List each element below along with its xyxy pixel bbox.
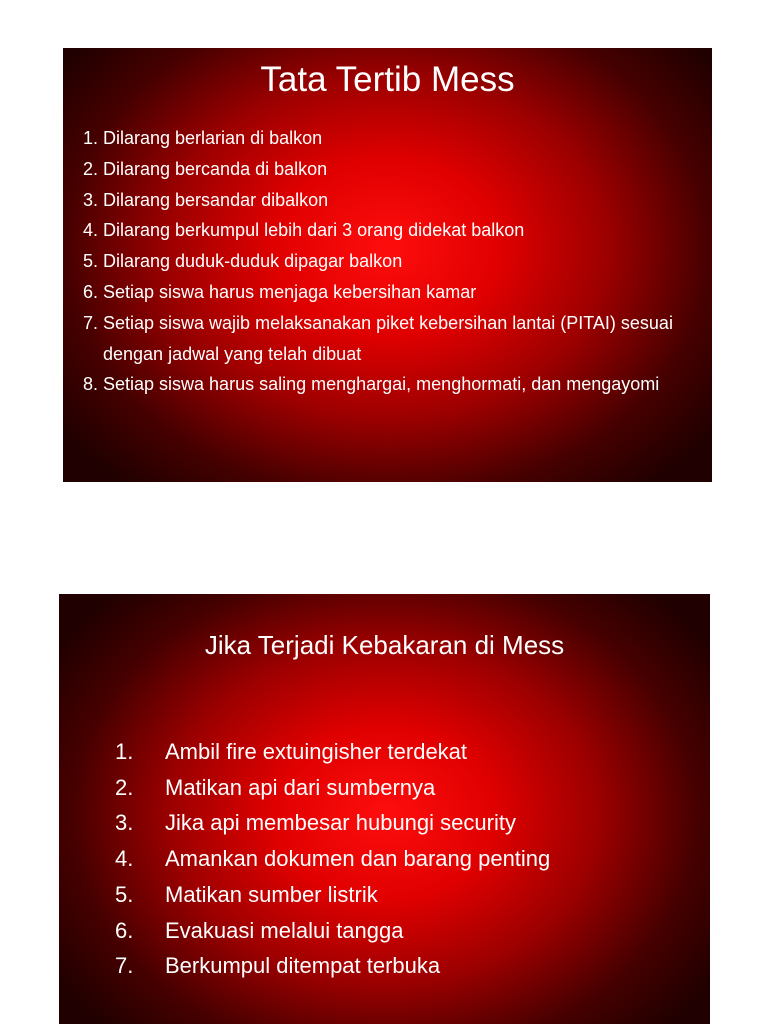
- item-number: 3.: [83, 189, 99, 210]
- list-item: [115, 841, 675, 877]
- slide-title: Tata Tertib Mess: [260, 60, 515, 99]
- item-number: 4.: [83, 220, 99, 241]
- item-number: 5.: [83, 251, 99, 272]
- item-number: 5.: [115, 881, 134, 907]
- list-item: [83, 215, 693, 246]
- item-text: Matikan sumber listrik: [165, 881, 378, 907]
- slide-fire-procedure: [59, 594, 710, 1024]
- item-text: Ambil fire extuingisher terdekat: [165, 739, 468, 764]
- item-text: Setiap siswa wajib melaksanakan piket kebersihan lantai (PITAI) sesuai dengan jadwal yang telah dibuat: [103, 312, 673, 364]
- item-number: 2.: [115, 774, 134, 800]
- item-text: Dilarang bercanda di balkon: [103, 158, 328, 179]
- item-number: 4.: [115, 846, 134, 872]
- item-number: 3.: [115, 810, 134, 836]
- item-text: Amankan dokumen dan barang penting: [165, 846, 551, 872]
- list-item: [83, 123, 693, 154]
- list-item: [83, 185, 693, 216]
- item-text: Dilarang bersandar dibalkon: [103, 189, 329, 210]
- list-item: [83, 154, 693, 185]
- item-number: 7.: [115, 953, 134, 979]
- item-number: 6.: [115, 917, 134, 943]
- item-text: Setiap siswa harus menjaga kebersihan kamar: [103, 281, 477, 302]
- item-text: Berkumpul ditempat terbuka: [165, 953, 441, 979]
- slide-mess-rules: [63, 48, 712, 482]
- item-number: 6.: [83, 281, 99, 302]
- fire-steps-list: [115, 734, 675, 984]
- list-item: [83, 308, 693, 370]
- item-number: 1.: [83, 128, 99, 148]
- slide-title: Jika Terjadi Kebakaran di Mess: [204, 630, 565, 660]
- item-number: 7.: [83, 312, 99, 333]
- rules-list: [83, 123, 693, 400]
- list-item: [115, 877, 675, 913]
- list-item: [115, 805, 675, 841]
- item-text: Jika api membesar hubungi security: [165, 810, 516, 836]
- list-item: [115, 770, 675, 806]
- item-number: 2.: [83, 158, 99, 179]
- list-item: [115, 948, 675, 984]
- item-text: Dilarang berkumpul lebih dari 3 orang didekat balkon: [103, 220, 525, 241]
- item-number: 1.: [115, 739, 134, 764]
- list-item: [83, 277, 693, 308]
- list-item: [83, 369, 693, 400]
- item-text: Setiap siswa harus saling menghargai, menghormati, dan mengayomi: [103, 374, 660, 395]
- item-text: Dilarang berlarian di balkon: [103, 128, 323, 148]
- list-item: [83, 246, 693, 277]
- list-item: [115, 734, 675, 770]
- list-item: [115, 913, 675, 949]
- item-number: 8.: [83, 374, 99, 395]
- item-text: Evakuasi melalui tangga: [165, 917, 404, 943]
- item-text: Matikan api dari sumbernya: [165, 774, 436, 800]
- item-text: Dilarang duduk-duduk dipagar balkon: [103, 251, 403, 272]
